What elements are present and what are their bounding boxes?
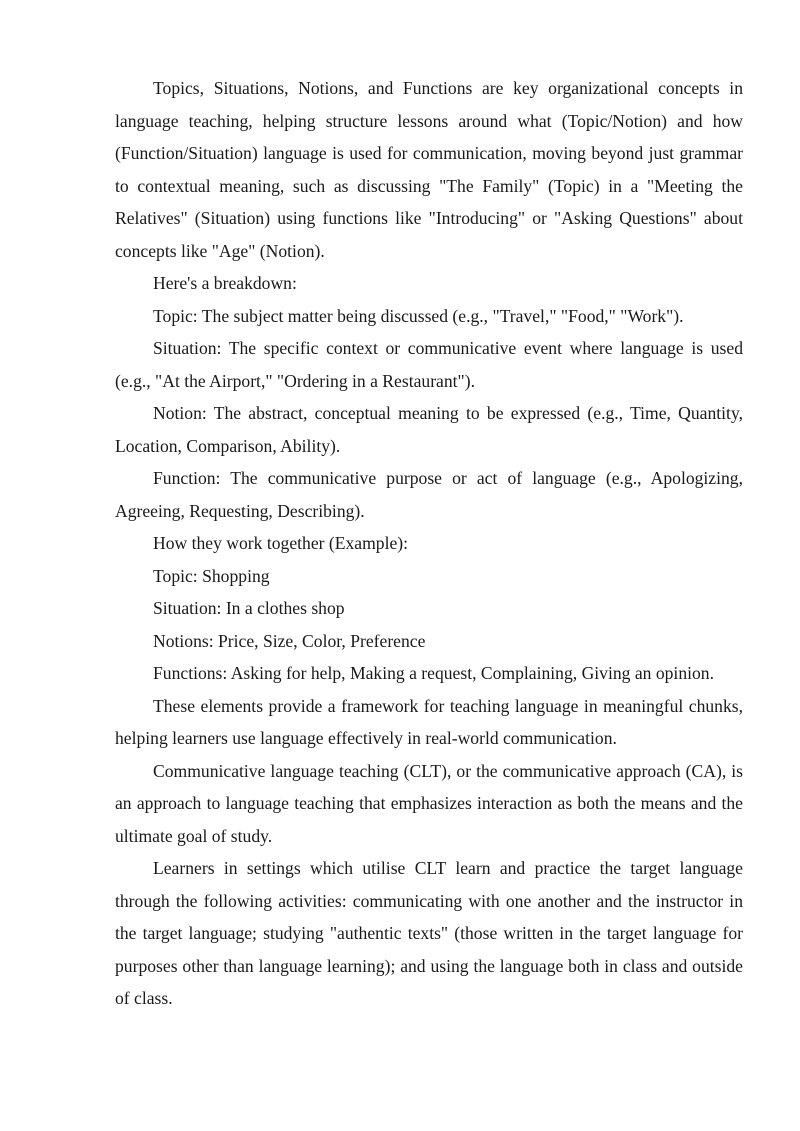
example-situation: Situation: In a clothes shop bbox=[153, 598, 345, 618]
framework-paragraph: These elements provide a framework for teaching language in meaningful chunks, helping learners use language effectively in real-world communication. bbox=[115, 695, 743, 748]
function-definition: Function: The communicative purpose or act of language (e.g., Apologizing, Agreeing, Requesting, Describing). bbox=[115, 468, 743, 521]
example-functions: Functions: Asking for help, Making a request, Complaining, Giving an opinion. bbox=[153, 663, 714, 683]
document-body bbox=[115, 72, 743, 1015]
clt-definition-paragraph: Communicative language teaching (CLT), or the communicative approach (CA), is an approach to language teaching that emphasizes interaction as both the means and the ultimate goal of study. bbox=[115, 760, 743, 846]
notion-definition: Notion: The abstract, conceptual meaning to be expressed (e.g., Time, Quantity, Location, Comparison, Ability). bbox=[115, 403, 743, 456]
situation-definition: Situation: The specific context or communicative event where language is used (e.g., "At the Airport," "Ordering in a Restaurant"). bbox=[115, 338, 743, 391]
example-heading: How they work together (Example): bbox=[153, 533, 409, 553]
topic-definition: Topic: The subject matter being discussed (e.g., "Travel," "Food," "Work"). bbox=[153, 305, 684, 326]
intro-paragraph: Topics, Situations, Notions, and Functions are key organizational concepts in language teaching, helping structure lessons around what (Topic/Notion) and how (Function/Situation) language is used for communication, moving beyond just grammar to contextual meaning, such as discussing "The Family" (Topic) in a "Meeting the Relatives" (Situation) using functions like "Introducing" or "Asking Questions" about concepts like "Age" (Notion). bbox=[115, 78, 743, 261]
clt-activities-paragraph: Learners in settings which utilise CLT learn and practice the target language through the following activities: communicating with one another and the instructor in the target language; studying "authentic texts" (those written in the target language for purposes other than language learning); and using the language both in class and outside of class. bbox=[115, 858, 743, 1008]
example-topic: Topic: Shopping bbox=[153, 565, 270, 586]
breakdown-heading: Here's a breakdown: bbox=[153, 273, 297, 293]
example-notions: Notions: Price, Size, Color, Preference bbox=[153, 630, 426, 651]
